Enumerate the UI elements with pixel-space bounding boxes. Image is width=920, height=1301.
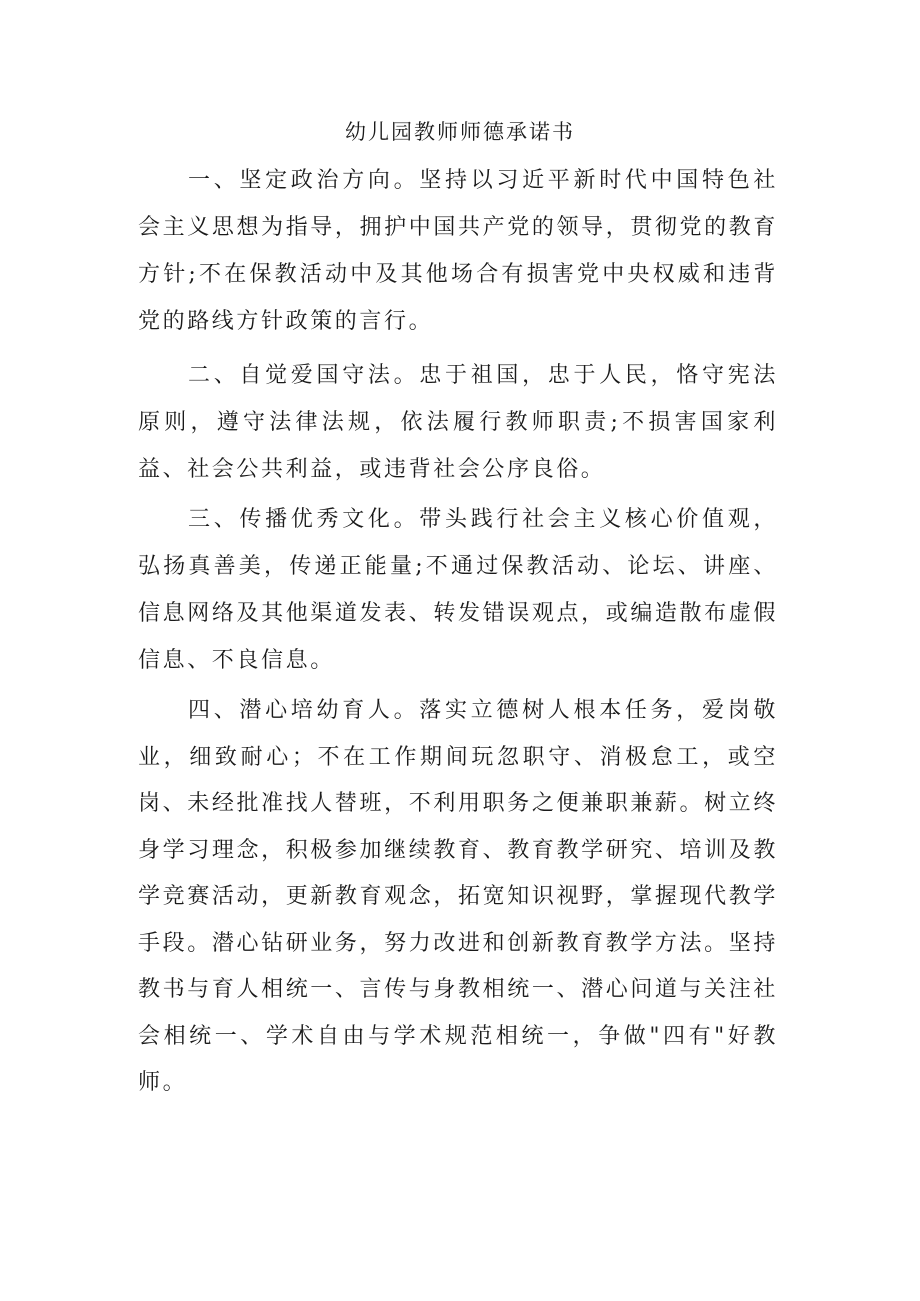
document-title: 幼儿园教师师德承诺书	[345, 120, 575, 144]
paragraph-culture: 三、传播优秀文化。带头践行社会主义核心价值观，弘扬真善美，传递正能量;不通过保教活动、论坛、讲座、信息网络及其他渠道发表、转发错误观点，或编造散布虚假信息、不良信息。	[138, 507, 778, 673]
paragraph-education: 四、潜心培幼育人。落实立德树人根本任务，爱岗敬业，细致耐心；不在工作期间玩忽职守、消极怠工，或空岗、未经批准找人替班，不利用职务之便兼职兼薪。树立终身学习理念，积极参加继续教育、教育教学研究、培训及教学竞赛活动，更新教育观念，拓宽知识视野，掌握现代教学手段。潜心钻研业务，努力改进和创新教育教学方法。坚持教书与育人相统一、言传与身教相统一、潜心问道与关注社会相统一、学术自由与学术规范相统一，争做"四有"好教师。	[138, 698, 778, 1095]
paragraph-political-direction: 一、坚定政治方向。坚持以习近平新时代中国特色社会主义思想为指导，拥护中国共产党的领导，贯彻党的教育方针;不在保教活动中及其他场合有损害党中央权威和违背党的路线方针政策的言行。	[138, 168, 778, 334]
paragraph-patriotism-law: 二、自觉爱国守法。忠于祖国，忠于人民，恪守宪法原则，遵守法律法规，依法履行教师职责;不损害国家利益、社会公共利益，或违背社会公序良俗。	[138, 363, 778, 482]
